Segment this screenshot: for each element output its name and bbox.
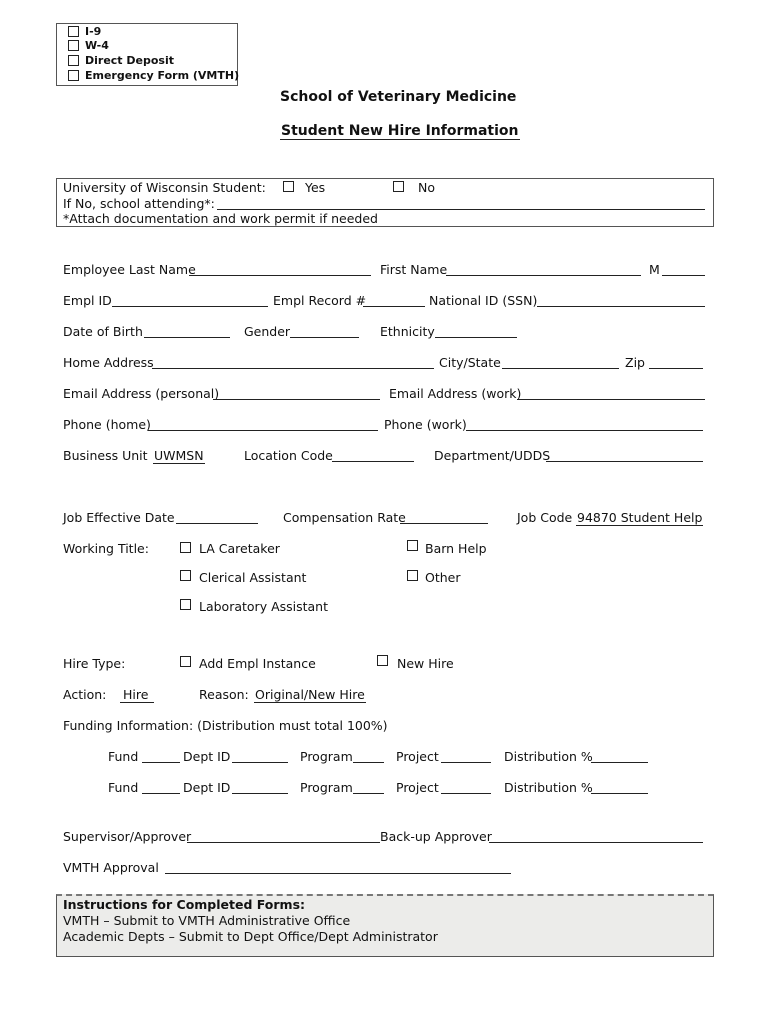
fund-label: Fund bbox=[108, 749, 139, 764]
title-clerical-assistant-checkbox[interactable] bbox=[180, 570, 191, 581]
title-la-caretaker-checkbox[interactable] bbox=[180, 542, 191, 553]
vmth-approval-field[interactable] bbox=[165, 873, 511, 874]
home-address-field[interactable] bbox=[152, 368, 434, 369]
form-type-checkbox-w4[interactable] bbox=[68, 40, 79, 51]
form-type-checkbox-i9[interactable] bbox=[68, 26, 79, 37]
fund-field[interactable] bbox=[142, 762, 180, 763]
distribution-field[interactable] bbox=[591, 793, 648, 794]
email-personal-label: Email Address (personal) bbox=[63, 386, 220, 401]
form-type-label-emergency: Emergency Form (VMTH) bbox=[85, 69, 240, 82]
zip-field[interactable] bbox=[649, 368, 703, 369]
school-attending-field[interactable] bbox=[217, 209, 705, 210]
empl-id-label: Empl ID bbox=[63, 293, 112, 308]
title-other-label: Other bbox=[425, 570, 461, 585]
title-other-checkbox[interactable] bbox=[407, 570, 418, 581]
department-field[interactable] bbox=[546, 461, 703, 462]
job-effective-date-label: Job Effective Date bbox=[63, 510, 175, 525]
add-empl-instance-checkbox[interactable] bbox=[180, 656, 191, 667]
form-type-checkbox-emergency[interactable] bbox=[68, 70, 79, 81]
instructions-heading: Instructions for Completed Forms: bbox=[63, 897, 306, 912]
empl-id-field[interactable] bbox=[112, 306, 268, 307]
location-code-field[interactable] bbox=[332, 461, 414, 462]
ethnicity-field[interactable] bbox=[435, 337, 517, 338]
action-label: Action: bbox=[63, 687, 107, 702]
form-type-checkbox-direct-deposit[interactable] bbox=[68, 55, 79, 66]
project-label: Project bbox=[396, 780, 439, 795]
compensation-rate-field[interactable] bbox=[400, 523, 488, 524]
add-empl-instance-label: Add Empl Instance bbox=[199, 656, 316, 671]
funding-info-label: Funding Information: (Distribution must total 100%) bbox=[63, 718, 388, 733]
school-name: School of Veterinary Medicine bbox=[280, 89, 517, 105]
dept-id-label: Dept ID bbox=[183, 749, 231, 764]
dept-id-field[interactable] bbox=[232, 793, 288, 794]
dob-field[interactable] bbox=[144, 337, 230, 338]
gender-field[interactable] bbox=[290, 337, 359, 338]
working-title-label: Working Title: bbox=[63, 541, 149, 556]
reason-value: Original/New Hire bbox=[255, 687, 365, 702]
distribution-label: Distribution % bbox=[504, 749, 593, 764]
uw-yes-checkbox[interactable] bbox=[283, 181, 294, 192]
first-name-field[interactable] bbox=[446, 275, 641, 276]
program-field[interactable] bbox=[353, 793, 384, 794]
dob-label: Date of Birth bbox=[63, 324, 143, 339]
job-code-value: 94870 Student Help bbox=[577, 510, 703, 525]
city-state-field[interactable] bbox=[502, 368, 619, 369]
last-name-field[interactable] bbox=[189, 275, 371, 276]
project-field[interactable] bbox=[441, 793, 491, 794]
uw-no-checkbox[interactable] bbox=[393, 181, 404, 192]
phone-home-label: Phone (home) bbox=[63, 417, 151, 432]
job-effective-date-field[interactable] bbox=[176, 523, 258, 524]
title-barn-help-label: Barn Help bbox=[425, 541, 487, 556]
title-laboratory-assistant-checkbox[interactable] bbox=[180, 599, 191, 610]
zip-label: Zip bbox=[625, 355, 645, 370]
middle-initial-field[interactable] bbox=[662, 275, 705, 276]
title-laboratory-assistant-label: Laboratory Assistant bbox=[199, 599, 329, 614]
phone-home-field[interactable] bbox=[148, 430, 378, 431]
backup-approver-field[interactable] bbox=[489, 842, 703, 843]
home-address-label: Home Address bbox=[63, 355, 154, 370]
school-attending-label: If No, school attending*: bbox=[63, 196, 215, 211]
first-name-label: First Name bbox=[380, 262, 448, 277]
title-la-caretaker-label: LA Caretaker bbox=[199, 541, 280, 556]
national-id-label: National ID (SSN) bbox=[429, 293, 538, 308]
title-barn-help-checkbox[interactable] bbox=[407, 540, 418, 551]
empl-record-label: Empl Record # bbox=[273, 293, 367, 308]
instructions-line-academic: Academic Depts – Submit to Dept Office/Dept Administrator bbox=[63, 929, 438, 944]
last-name-label: Employee Last Name bbox=[63, 262, 196, 277]
distribution-field[interactable] bbox=[591, 762, 648, 763]
program-label: Program bbox=[300, 780, 353, 795]
middle-initial-label: M bbox=[649, 262, 660, 277]
new-hire-label: New Hire bbox=[397, 656, 454, 671]
city-state-label: City/State bbox=[439, 355, 501, 370]
phone-work-label: Phone (work) bbox=[384, 417, 467, 432]
title-clerical-assistant-label: Clerical Assistant bbox=[199, 570, 307, 585]
ethnicity-label: Ethnicity bbox=[380, 324, 435, 339]
form-type-label-direct-deposit: Direct Deposit bbox=[85, 54, 174, 67]
uw-yes-label: Yes bbox=[305, 180, 326, 195]
phone-work-field[interactable] bbox=[466, 430, 703, 431]
page-title: Student New Hire Information bbox=[281, 123, 519, 139]
email-work-field[interactable] bbox=[517, 399, 705, 400]
documentation-note: *Attach documentation and work permit if needed bbox=[63, 211, 378, 226]
uw-no-label: No bbox=[418, 180, 435, 195]
hire-type-label: Hire Type: bbox=[63, 656, 126, 671]
uw-student-label: University of Wisconsin Student: bbox=[63, 180, 266, 195]
dept-id-label: Dept ID bbox=[183, 780, 231, 795]
national-id-field[interactable] bbox=[537, 306, 705, 307]
gender-label: Gender bbox=[244, 324, 291, 339]
fund-field[interactable] bbox=[142, 793, 180, 794]
backup-approver-label: Back-up Approver bbox=[380, 829, 492, 844]
dept-id-field[interactable] bbox=[232, 762, 288, 763]
supervisor-field[interactable] bbox=[187, 842, 380, 843]
location-code-label: Location Code bbox=[244, 448, 333, 463]
compensation-rate-label: Compensation Rate bbox=[283, 510, 406, 525]
job-code-label: Job Code bbox=[517, 510, 573, 525]
distribution-label: Distribution % bbox=[504, 780, 593, 795]
form-type-label-i9: I-9 bbox=[85, 25, 102, 38]
department-label: Department/UDDS bbox=[434, 448, 551, 463]
empl-record-field[interactable] bbox=[363, 306, 425, 307]
new-hire-checkbox[interactable] bbox=[377, 655, 388, 666]
business-unit-label: Business Unit bbox=[63, 448, 148, 463]
program-label: Program bbox=[300, 749, 353, 764]
fund-label: Fund bbox=[108, 780, 139, 795]
instructions-line-vmth: VMTH – Submit to VMTH Administrative Office bbox=[63, 913, 351, 928]
vmth-approval-label: VMTH Approval bbox=[63, 860, 159, 875]
project-field[interactable] bbox=[441, 762, 491, 763]
reason-label: Reason: bbox=[199, 687, 249, 702]
program-field[interactable] bbox=[353, 762, 384, 763]
action-value: Hire bbox=[120, 687, 154, 702]
supervisor-label: Supervisor/Approver bbox=[63, 829, 192, 844]
email-work-label: Email Address (work) bbox=[389, 386, 522, 401]
form-type-label-w4: W-4 bbox=[85, 39, 109, 52]
email-personal-field[interactable] bbox=[213, 399, 380, 400]
project-label: Project bbox=[396, 749, 439, 764]
business-unit-value: UWMSN bbox=[154, 448, 204, 463]
